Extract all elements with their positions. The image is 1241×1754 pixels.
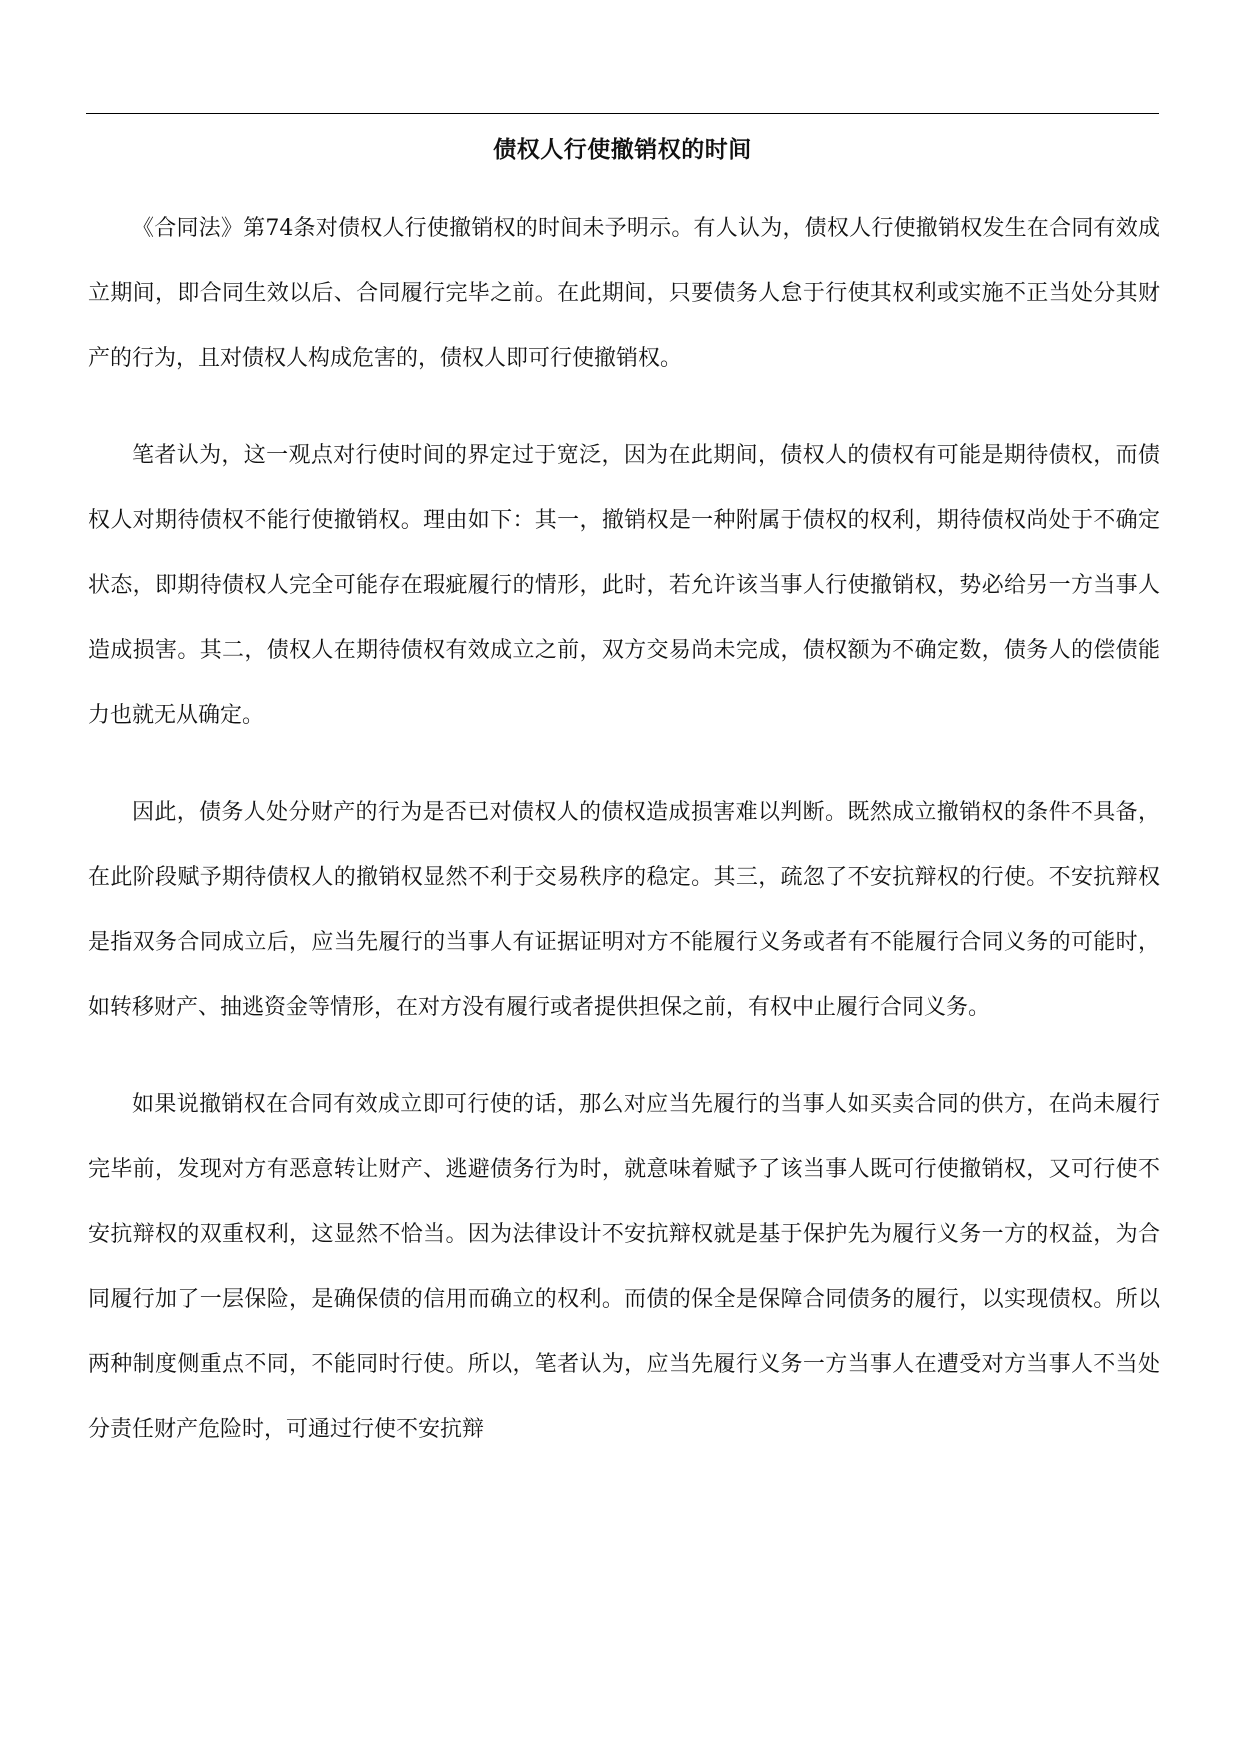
body-paragraph: 笔者认为，这一观点对行使时间的界定过于宽泛，因为在此期间，债权人的债权有可能是期待债权，而债权人对期待债权不能行使撤销权。理由如下：其一，撤销权是一种附属于债权的权利，期待债权尚处于不确定状态，即期待债权人完全可能存在瑕疵履行的情形，此时，若允许该当事人行使撤销权，势必给另一方当事人造成损害。其二，债权人在期待债权有效成立之前，双方交易尚未完成，债权额为不确定数，债务人的偿债能力也就无从确定。 — [88, 443, 1160, 728]
body-paragraph: 《合同法》第74条对债权人行使撤销权的时间未予明示。有人认为，债权人行使撤销权发生在合同有效成立期间，即合同生效以后、合同履行完毕之前。在此期间，只要债务人怠于行使其权利或实施不正当处分其财产的行为，且对债权人构成危害的，债权人即可行使撤销权。 — [88, 216, 1160, 371]
document-title: 债权人行使撤销权的时间 — [493, 137, 752, 163]
body-paragraph: 如果说撤销权在合同有效成立即可行使的话，那么对应当先履行的当事人如买卖合同的供方，在尚未履行完毕前，发现对方有恶意转让财产、逃避债务行为时，就意味着赋予了该当事人既可行使撤销权，又可行使不安抗辩权的双重权利，这显然不恰当。因为法律设计不安抗辩权就是基于保护先为履行义务一方的权益，为合同履行加了一层保险，是确保债的信用而确立的权利。而债的保全是保障合同债务的履行，以实现债权。所以两种制度侧重点不同，不能同时行使。所以，笔者认为，应当先履行义务一方当事人在遭受对方当事人不当处分责任财产危险时，可通过行使不安抗辩 — [88, 1092, 1160, 1442]
body-paragraph: 因此，债务人处分财产的行为是否已对债权人的债权造成损害难以判断。既然成立撤销权的条件不具备，在此阶段赋予期待债权人的撤销权显然不利于交易秩序的稳定。其三，疏忽了不安抗辩权的行使。不安抗辩权是指双务合同成立后，应当先履行的当事人有证据证明对方不能履行义务或者有不能履行合同义务的可能时，如转移财产、抽逃资金等情形，在对方没有履行或者提供担保之前，有权中止履行合同义务。 — [88, 800, 1160, 1020]
header-rule — [86, 113, 1159, 114]
document-body — [88, 196, 1160, 1494]
